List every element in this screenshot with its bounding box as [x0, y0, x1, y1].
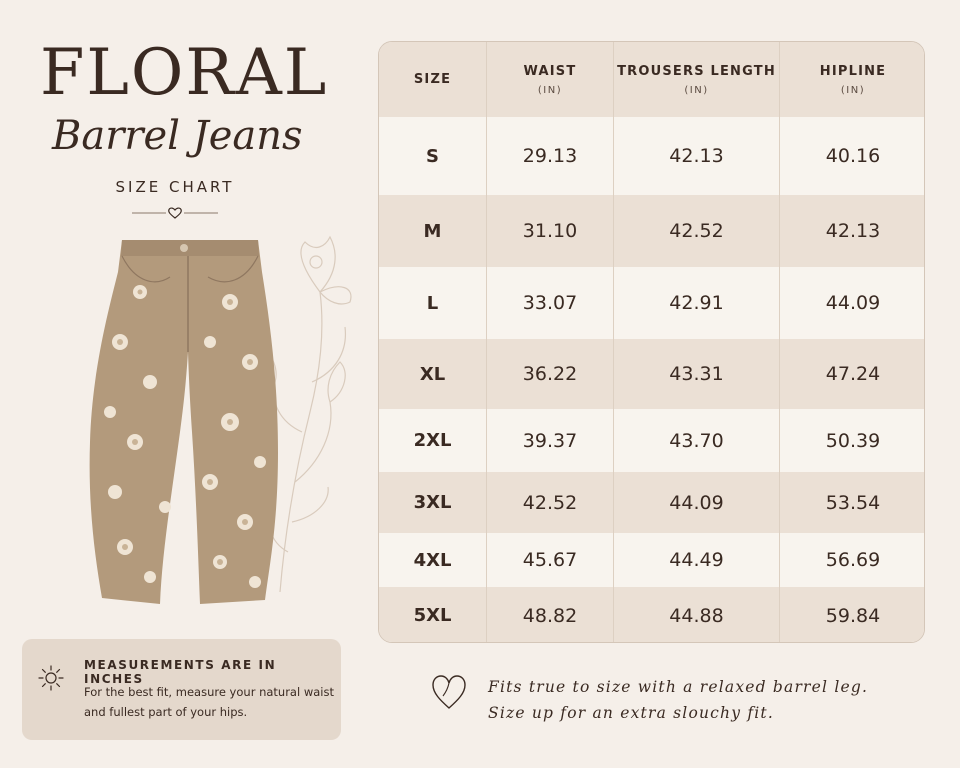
length-cell: 42.91 [614, 267, 780, 339]
hip-cell: 40.16 [825, 145, 881, 167]
measurement-info-box [22, 639, 341, 740]
size-cell: 3XL [379, 472, 487, 533]
hip-cell: 47.24 [825, 363, 881, 385]
size-cell: XL [379, 339, 487, 409]
header-hipline [780, 42, 925, 117]
brand-title: FLORAL [40, 36, 329, 110]
waist-cell: 45.67 [487, 533, 614, 587]
length-cell: 42.13 [614, 117, 780, 195]
table-header-row [379, 42, 925, 117]
header-trousers-length [614, 42, 780, 117]
header-waist [487, 42, 614, 117]
waist-cell: 39.37 [487, 409, 614, 472]
header-size [379, 42, 487, 117]
table-row [379, 587, 925, 643]
size-cell: M [379, 195, 487, 267]
hip-cell: 42.13 [825, 220, 881, 242]
fit-note-line-1: Fits true to size with a relaxed barrel leg. [488, 678, 869, 696]
length-cell: 44.88 [614, 587, 780, 643]
waist-cell: 29.13 [487, 117, 614, 195]
table-row [379, 267, 925, 339]
info-text: For the best fit, measure your natural waist and fullest part of your hips. [84, 685, 334, 719]
barrel-jeans-image [80, 232, 360, 612]
hip-cell: 44.09 [825, 292, 881, 314]
header-label: WAIST [523, 63, 577, 79]
table-row [379, 339, 925, 409]
waist-cell: 33.07 [487, 267, 614, 339]
hip-cell: 50.39 [825, 429, 881, 452]
jeans-shape [90, 240, 278, 604]
header-unit: (IN) [537, 84, 563, 96]
waist-cell: 31.10 [487, 195, 614, 267]
size-chart-table [378, 41, 925, 643]
header-unit: (IN) [684, 84, 709, 96]
length-cell: 43.70 [614, 409, 780, 472]
size-cell: 2XL [379, 409, 487, 472]
sun-icon [36, 663, 66, 693]
waist-cell: 36.22 [487, 339, 614, 409]
length-cell: 44.49 [614, 533, 780, 587]
size-cell: L [379, 267, 487, 339]
waist-cell: 42.52 [487, 472, 614, 533]
size-cell: S [379, 117, 487, 195]
brand-subtitle: Barrel Jeans [52, 113, 303, 159]
header-label: SIZE [413, 72, 452, 87]
length-cell: 42.52 [614, 195, 780, 267]
fit-note-line-2: Size up for an extra slouchy fit. [488, 704, 774, 722]
length-cell: 43.31 [614, 339, 780, 409]
heart-icon [430, 672, 468, 712]
table-row [379, 472, 925, 533]
header-unit: (IN) [840, 84, 866, 96]
hip-cell: 53.54 [825, 491, 881, 514]
size-cell: 4XL [379, 533, 487, 587]
table-row [379, 195, 925, 267]
header-label: TROUSERS LENGTH [617, 63, 776, 79]
info-title: MEASUREMENTS ARE IN INCHES [84, 658, 277, 686]
fit-note [488, 674, 928, 726]
size-chart-label: SIZE CHART [115, 178, 235, 196]
table-row [379, 533, 925, 587]
hip-cell: 59.84 [825, 604, 881, 627]
header-label: HIPLINE [819, 63, 887, 79]
table-row [379, 117, 925, 195]
hip-cell: 56.69 [825, 549, 881, 571]
table-row [379, 409, 925, 472]
waist-cell: 48.82 [487, 587, 614, 643]
size-cell: 5XL [379, 587, 487, 643]
length-cell: 44.09 [614, 472, 780, 533]
heart-divider-icon [132, 204, 218, 222]
